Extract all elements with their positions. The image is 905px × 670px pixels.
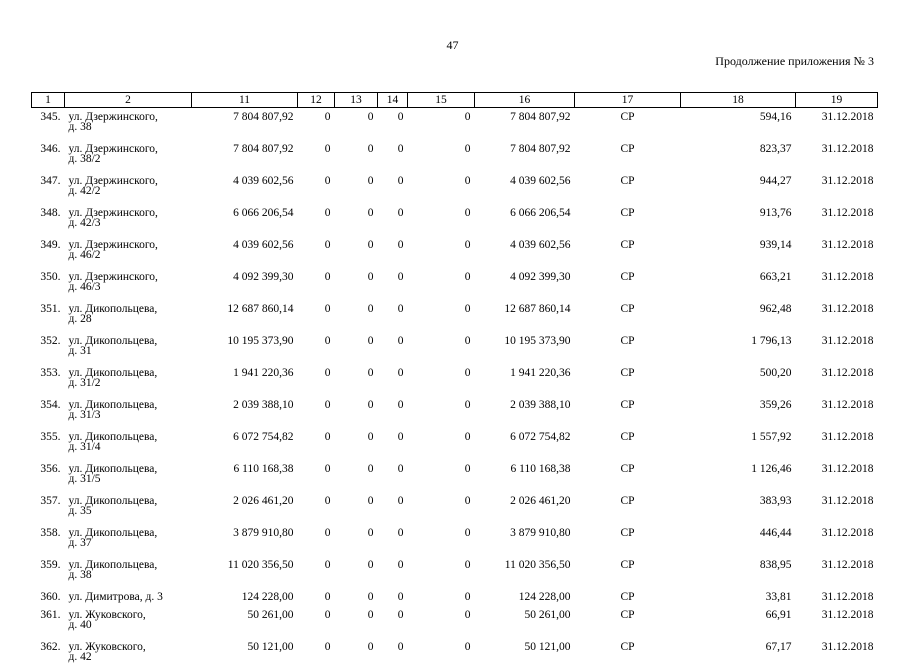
- table-row: [32, 460, 878, 492]
- value-cell: 0: [298, 428, 335, 460]
- amount-cell: 10 195 373,90: [475, 332, 575, 364]
- value-cell: 0: [335, 396, 378, 428]
- table-row: [32, 492, 878, 524]
- amount-cell: 6 066 206,54: [475, 204, 575, 236]
- amount-cell: 124 228,00: [475, 588, 575, 606]
- column-header: 16: [475, 93, 575, 108]
- amount-cell: 7 804 807,92: [475, 108, 575, 141]
- table-row: [32, 556, 878, 588]
- address-cell: [65, 268, 192, 300]
- amount-cell: 11 020 356,50: [475, 556, 575, 588]
- amount-cell: 2 026 461,20: [192, 492, 298, 524]
- value-cell: 0: [335, 638, 378, 670]
- value-cell: 0: [408, 588, 475, 606]
- value-cell: 0: [378, 556, 408, 588]
- value-cell: 0: [408, 332, 475, 364]
- date-cell: 31.12.2018: [796, 588, 878, 606]
- value-cell: 0: [298, 204, 335, 236]
- value-cell: 0: [335, 460, 378, 492]
- value-cell: 0: [298, 396, 335, 428]
- code-cell: СР: [575, 460, 681, 492]
- amount-cell: 10 195 373,90: [192, 332, 298, 364]
- address-line-2: д. 38/2: [69, 154, 188, 164]
- amount-cell: 12 687 860,14: [475, 300, 575, 332]
- row-number: 346.: [32, 140, 65, 172]
- value-cell: 0: [298, 524, 335, 556]
- amount-cell: 4 039 602,56: [475, 172, 575, 204]
- value-cell: 0: [378, 140, 408, 172]
- date-cell: 31.12.2018: [796, 172, 878, 204]
- value-cell: 0: [408, 236, 475, 268]
- value-cell: 1 796,13: [681, 332, 796, 364]
- code-cell: СР: [575, 524, 681, 556]
- value-cell: 0: [298, 588, 335, 606]
- amount-cell: 3 879 910,80: [192, 524, 298, 556]
- row-number: 358.: [32, 524, 65, 556]
- address-line-2: д. 42: [69, 652, 188, 662]
- date-cell: 31.12.2018: [796, 396, 878, 428]
- address-line-1: ул. Дзержинского,: [69, 176, 188, 186]
- value-cell: 0: [378, 300, 408, 332]
- column-header: 13: [335, 93, 378, 108]
- address-cell: [65, 492, 192, 524]
- value-cell: 0: [335, 108, 378, 141]
- address-line-2: д. 31/5: [69, 474, 188, 484]
- value-cell: 0: [378, 460, 408, 492]
- value-cell: 0: [408, 172, 475, 204]
- value-cell: 0: [335, 492, 378, 524]
- code-cell: СР: [575, 556, 681, 588]
- amount-cell: 2 039 388,10: [192, 396, 298, 428]
- row-number: 345.: [32, 108, 65, 141]
- address-line-1: ул. Дикопольцева,: [69, 336, 188, 346]
- value-cell: 446,44: [681, 524, 796, 556]
- address-line-1: ул. Жуковского,: [69, 642, 188, 652]
- amount-cell: 4 039 602,56: [192, 236, 298, 268]
- value-cell: 0: [408, 460, 475, 492]
- value-cell: 0: [335, 140, 378, 172]
- value-cell: 0: [378, 588, 408, 606]
- address-line-1: ул. Дикопольцева,: [69, 368, 188, 378]
- amount-cell: 2 039 388,10: [475, 396, 575, 428]
- date-cell: 31.12.2018: [796, 428, 878, 460]
- row-number: 348.: [32, 204, 65, 236]
- amount-cell: 50 261,00: [192, 606, 298, 638]
- address-cell: [65, 236, 192, 268]
- address-line-2: д. 46/3: [69, 282, 188, 292]
- address-line-1: ул. Жуковского,: [69, 610, 188, 620]
- value-cell: 0: [408, 364, 475, 396]
- address-line-2: д. 31/2: [69, 378, 188, 388]
- amount-cell: 2 026 461,20: [475, 492, 575, 524]
- address-line-1: ул. Дикопольцева,: [69, 400, 188, 410]
- address-line-2: д. 31/4: [69, 442, 188, 452]
- address-line-1: ул. Дикопольцева,: [69, 304, 188, 314]
- table-row: [32, 606, 878, 638]
- address-cell: [65, 638, 192, 670]
- value-cell: 383,93: [681, 492, 796, 524]
- table-row: [32, 140, 878, 172]
- value-cell: 0: [335, 588, 378, 606]
- address-line-2: д. 28: [69, 314, 188, 324]
- address-line-1: ул. Дикопольцева,: [69, 560, 188, 570]
- row-number: 362.: [32, 638, 65, 670]
- table-row: [32, 268, 878, 300]
- value-cell: 944,27: [681, 172, 796, 204]
- value-cell: 0: [378, 172, 408, 204]
- amount-cell: 50 261,00: [475, 606, 575, 638]
- value-cell: 0: [408, 140, 475, 172]
- value-cell: 0: [408, 108, 475, 141]
- date-cell: 31.12.2018: [796, 460, 878, 492]
- address-cell: [65, 364, 192, 396]
- address-cell: [65, 588, 192, 606]
- amount-cell: 6 110 168,38: [192, 460, 298, 492]
- address-line-2: д. 42/2: [69, 186, 188, 196]
- code-cell: СР: [575, 172, 681, 204]
- amount-cell: 124 228,00: [192, 588, 298, 606]
- amount-cell: 6 066 206,54: [192, 204, 298, 236]
- value-cell: 33,81: [681, 588, 796, 606]
- value-cell: 0: [408, 428, 475, 460]
- column-header: 17: [575, 93, 681, 108]
- value-cell: 0: [335, 268, 378, 300]
- column-header: 19: [796, 93, 878, 108]
- column-header: 15: [408, 93, 475, 108]
- value-cell: 0: [298, 364, 335, 396]
- value-cell: 0: [335, 606, 378, 638]
- row-number: 352.: [32, 332, 65, 364]
- code-cell: СР: [575, 108, 681, 141]
- amount-cell: 1 941 220,36: [475, 364, 575, 396]
- table-row: [32, 638, 878, 670]
- value-cell: 500,20: [681, 364, 796, 396]
- value-cell: 0: [298, 172, 335, 204]
- date-cell: 31.12.2018: [796, 556, 878, 588]
- date-cell: 31.12.2018: [796, 300, 878, 332]
- column-header: 18: [681, 93, 796, 108]
- value-cell: 0: [378, 638, 408, 670]
- code-cell: СР: [575, 268, 681, 300]
- address-line-1: ул. Димитрова, д. 3: [69, 592, 188, 602]
- value-cell: 0: [408, 606, 475, 638]
- address-line-2: д. 31/3: [69, 410, 188, 420]
- address-line-2: д. 40: [69, 620, 188, 630]
- address-line-2: д. 42/3: [69, 218, 188, 228]
- value-cell: 0: [298, 460, 335, 492]
- code-cell: СР: [575, 236, 681, 268]
- column-header: 12: [298, 93, 335, 108]
- value-cell: 0: [408, 396, 475, 428]
- code-cell: СР: [575, 638, 681, 670]
- date-cell: 31.12.2018: [796, 204, 878, 236]
- amount-cell: 1 941 220,36: [192, 364, 298, 396]
- address-cell: [65, 524, 192, 556]
- code-cell: СР: [575, 300, 681, 332]
- table-row: [32, 172, 878, 204]
- amount-cell: 4 039 602,56: [475, 236, 575, 268]
- row-number: 361.: [32, 606, 65, 638]
- amount-cell: 50 121,00: [192, 638, 298, 670]
- value-cell: 67,17: [681, 638, 796, 670]
- value-cell: 0: [298, 332, 335, 364]
- value-cell: 0: [298, 300, 335, 332]
- value-cell: 0: [298, 556, 335, 588]
- value-cell: 0: [408, 204, 475, 236]
- value-cell: 838,95: [681, 556, 796, 588]
- date-cell: 31.12.2018: [796, 108, 878, 141]
- address-line-2: д. 38: [69, 122, 188, 132]
- address-line-1: ул. Дзержинского,: [69, 112, 188, 122]
- code-cell: СР: [575, 492, 681, 524]
- code-cell: СР: [575, 204, 681, 236]
- amount-cell: 4 039 602,56: [192, 172, 298, 204]
- row-number: 351.: [32, 300, 65, 332]
- date-cell: 31.12.2018: [796, 236, 878, 268]
- row-number: 350.: [32, 268, 65, 300]
- address-line-1: ул. Дикопольцева,: [69, 528, 188, 538]
- address-cell: [65, 396, 192, 428]
- value-cell: 0: [408, 300, 475, 332]
- date-cell: 31.12.2018: [796, 638, 878, 670]
- date-cell: 31.12.2018: [796, 524, 878, 556]
- value-cell: 0: [335, 300, 378, 332]
- column-header: 14: [378, 93, 408, 108]
- address-line-1: ул. Дикопольцева,: [69, 496, 188, 506]
- code-cell: СР: [575, 364, 681, 396]
- value-cell: 0: [378, 236, 408, 268]
- row-number: 354.: [32, 396, 65, 428]
- value-cell: 0: [378, 524, 408, 556]
- page-number: 47: [0, 38, 905, 53]
- value-cell: 0: [378, 428, 408, 460]
- amount-cell: 7 804 807,92: [192, 108, 298, 141]
- value-cell: 913,76: [681, 204, 796, 236]
- address-cell: [65, 556, 192, 588]
- value-cell: 0: [298, 236, 335, 268]
- address-cell: [65, 460, 192, 492]
- value-cell: 0: [378, 268, 408, 300]
- row-number: 347.: [32, 172, 65, 204]
- value-cell: 1 557,92: [681, 428, 796, 460]
- address-line-1: ул. Дзержинского,: [69, 240, 188, 250]
- column-header: 11: [192, 93, 298, 108]
- amount-cell: 50 121,00: [475, 638, 575, 670]
- value-cell: 0: [378, 332, 408, 364]
- code-cell: СР: [575, 140, 681, 172]
- code-cell: СР: [575, 588, 681, 606]
- value-cell: 939,14: [681, 236, 796, 268]
- value-cell: 0: [378, 396, 408, 428]
- amount-cell: 6 072 754,82: [192, 428, 298, 460]
- row-number: 360.: [32, 588, 65, 606]
- value-cell: 0: [335, 556, 378, 588]
- code-cell: СР: [575, 428, 681, 460]
- amount-cell: 6 072 754,82: [475, 428, 575, 460]
- date-cell: 31.12.2018: [796, 268, 878, 300]
- value-cell: 0: [335, 204, 378, 236]
- table-row: [32, 236, 878, 268]
- value-cell: 0: [335, 332, 378, 364]
- row-number: 359.: [32, 556, 65, 588]
- continuation-label: Продолжение приложения № 3: [715, 54, 874, 69]
- code-cell: СР: [575, 606, 681, 638]
- amount-cell: 4 092 399,30: [475, 268, 575, 300]
- address-cell: [65, 204, 192, 236]
- amount-cell: 12 687 860,14: [192, 300, 298, 332]
- table-row: [32, 332, 878, 364]
- date-cell: 31.12.2018: [796, 364, 878, 396]
- address-cell: [65, 606, 192, 638]
- row-number: 349.: [32, 236, 65, 268]
- value-cell: 0: [298, 606, 335, 638]
- value-cell: 0: [408, 556, 475, 588]
- value-cell: 823,37: [681, 140, 796, 172]
- address-cell: [65, 428, 192, 460]
- address-cell: [65, 140, 192, 172]
- value-cell: 0: [378, 492, 408, 524]
- address-line-2: д. 35: [69, 506, 188, 516]
- address-line-2: д. 31: [69, 346, 188, 356]
- address-cell: [65, 300, 192, 332]
- value-cell: 0: [378, 204, 408, 236]
- value-cell: 594,16: [681, 108, 796, 141]
- table-body: [32, 108, 878, 670]
- value-cell: 66,91: [681, 606, 796, 638]
- value-cell: 359,26: [681, 396, 796, 428]
- row-number: 357.: [32, 492, 65, 524]
- value-cell: 663,21: [681, 268, 796, 300]
- value-cell: 0: [408, 492, 475, 524]
- table-row: [32, 524, 878, 556]
- amount-cell: 3 879 910,80: [475, 524, 575, 556]
- value-cell: 0: [298, 638, 335, 670]
- table-row: [32, 204, 878, 236]
- value-cell: 0: [335, 172, 378, 204]
- value-cell: 0: [408, 638, 475, 670]
- table-row: [32, 108, 878, 141]
- address-line-1: ул. Дикопольцева,: [69, 464, 188, 474]
- value-cell: 0: [298, 140, 335, 172]
- value-cell: 0: [298, 108, 335, 141]
- amount-cell: 11 020 356,50: [192, 556, 298, 588]
- address-line-2: д. 38: [69, 570, 188, 580]
- table-row: [32, 428, 878, 460]
- date-cell: 31.12.2018: [796, 140, 878, 172]
- address-cell: [65, 108, 192, 141]
- column-header: 1: [32, 93, 65, 108]
- date-cell: 31.12.2018: [796, 332, 878, 364]
- value-cell: 0: [408, 268, 475, 300]
- value-cell: 0: [335, 236, 378, 268]
- appendix-table: [31, 92, 878, 670]
- date-cell: 31.12.2018: [796, 606, 878, 638]
- value-cell: 0: [378, 364, 408, 396]
- table-header-row: [32, 93, 878, 108]
- value-cell: 1 126,46: [681, 460, 796, 492]
- value-cell: 0: [378, 108, 408, 141]
- amount-cell: 7 804 807,92: [475, 140, 575, 172]
- address-cell: [65, 172, 192, 204]
- code-cell: СР: [575, 332, 681, 364]
- address-line-1: ул. Дзержинского,: [69, 272, 188, 282]
- row-number: 356.: [32, 460, 65, 492]
- row-number: 353.: [32, 364, 65, 396]
- address-line-1: ул. Дзержинского,: [69, 144, 188, 154]
- address-line-2: д. 46/2: [69, 250, 188, 260]
- amount-cell: 6 110 168,38: [475, 460, 575, 492]
- value-cell: 0: [298, 268, 335, 300]
- value-cell: 0: [298, 492, 335, 524]
- table-row: [32, 396, 878, 428]
- row-number: 355.: [32, 428, 65, 460]
- value-cell: 962,48: [681, 300, 796, 332]
- address-line-1: ул. Дзержинского,: [69, 208, 188, 218]
- address-line-2: д. 37: [69, 538, 188, 548]
- table-row: [32, 364, 878, 396]
- table-row: [32, 588, 878, 606]
- value-cell: 0: [408, 524, 475, 556]
- value-cell: 0: [335, 524, 378, 556]
- address-cell: [65, 332, 192, 364]
- column-header: 2: [65, 93, 192, 108]
- table-row: [32, 300, 878, 332]
- amount-cell: 7 804 807,92: [192, 140, 298, 172]
- code-cell: СР: [575, 396, 681, 428]
- amount-cell: 4 092 399,30: [192, 268, 298, 300]
- date-cell: 31.12.2018: [796, 492, 878, 524]
- address-line-1: ул. Дикопольцева,: [69, 432, 188, 442]
- value-cell: 0: [335, 364, 378, 396]
- value-cell: 0: [335, 428, 378, 460]
- value-cell: 0: [378, 606, 408, 638]
